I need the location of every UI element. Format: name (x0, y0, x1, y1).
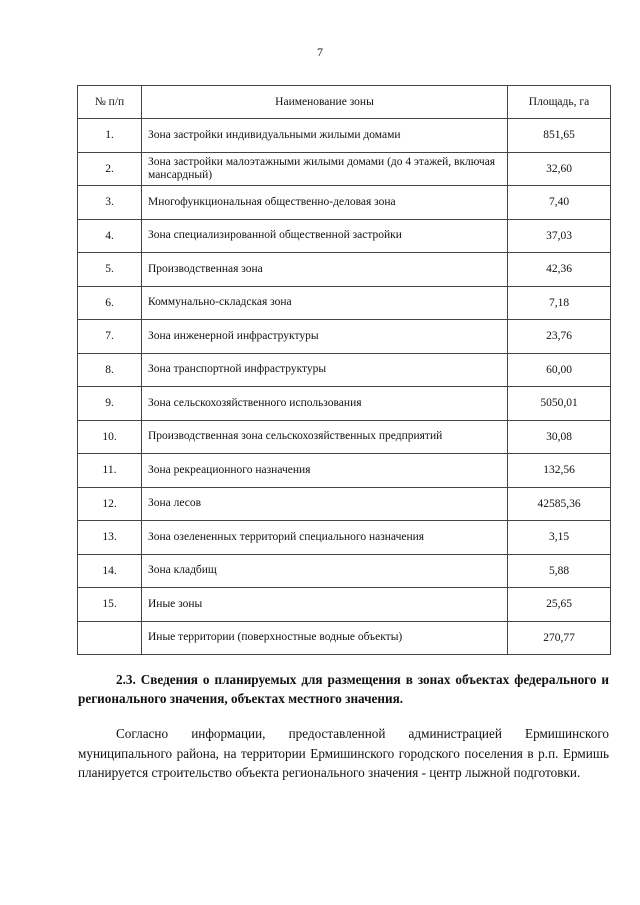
table-row (78, 253, 611, 287)
row-area: 42585,36 (508, 487, 611, 521)
header-area: Площадь, га (508, 86, 611, 119)
table-row (78, 119, 611, 153)
row-zone-name: Зона специализированной общественной застройки (142, 219, 508, 253)
row-area: 32,60 (508, 152, 611, 186)
row-area: 132,56 (508, 454, 611, 488)
table-row (78, 152, 611, 186)
table-row (78, 487, 611, 521)
row-number: 3. (78, 186, 142, 220)
row-number: 1. (78, 119, 142, 153)
row-area: 5050,01 (508, 387, 611, 421)
row-zone-name: Зона транспортной инфраструктуры (142, 353, 508, 387)
table-row (78, 286, 611, 320)
row-number: 9. (78, 387, 142, 421)
row-zone-name: Иные территории (поверхностные водные объекты) (142, 621, 508, 655)
row-number: 15. (78, 588, 142, 622)
row-number (78, 621, 142, 655)
zones-table (77, 85, 611, 655)
row-number: 2. (78, 152, 142, 186)
row-zone-name: Производственная зона сельскохозяйственных предприятий (142, 420, 508, 454)
table-row (78, 521, 611, 555)
row-zone-name: Зона лесов (142, 487, 508, 521)
row-number: 8. (78, 353, 142, 387)
row-zone-name: Многофункциональная общественно-деловая зона (142, 186, 508, 220)
row-number: 12. (78, 487, 142, 521)
row-zone-name: Коммунально-складская зона (142, 286, 508, 320)
row-number: 4. (78, 219, 142, 253)
row-number: 5. (78, 253, 142, 287)
row-zone-name: Зона сельскохозяйственного использования (142, 387, 508, 421)
row-zone-name: Зона озелененных территорий специального назначения (142, 521, 508, 555)
row-area: 42,36 (508, 253, 611, 287)
row-area: 270,77 (508, 621, 611, 655)
table-row (78, 420, 611, 454)
row-zone-name: Зона застройки малоэтажными жилыми домами (до 4 этажей, включая мансардный) (142, 152, 508, 186)
table-row (78, 588, 611, 622)
row-zone-name: Зона инженерной инфраструктуры (142, 320, 508, 354)
table-row (78, 387, 611, 421)
row-zone-name: Производственная зона (142, 253, 508, 287)
row-area: 23,76 (508, 320, 611, 354)
row-area: 37,03 (508, 219, 611, 253)
row-area: 3,15 (508, 521, 611, 555)
table-row (78, 186, 611, 220)
row-area: 851,65 (508, 119, 611, 153)
row-area: 60,00 (508, 353, 611, 387)
row-zone-name: Зона застройки индивидуальными жилыми домами (142, 119, 508, 153)
table-row (78, 621, 611, 655)
row-zone-name: Иные зоны (142, 588, 508, 622)
row-number: 10. (78, 420, 142, 454)
row-area: 7,18 (508, 286, 611, 320)
row-number: 7. (78, 320, 142, 354)
row-area: 25,65 (508, 588, 611, 622)
table-row (78, 353, 611, 387)
table-row (78, 320, 611, 354)
body-paragraph: Согласно информации, предоставленной администрацией Ермишинского муниципального района, на территории Ермишинского городского поселения в р.п. Ермишь планируется строительство объекта регионального значения - центр лыжной подготовки. (78, 726, 609, 780)
row-number: 14. (78, 554, 142, 588)
row-number: 6. (78, 286, 142, 320)
row-area: 7,40 (508, 186, 611, 220)
header-zone-name: Наименование зоны (142, 86, 508, 119)
table-row (78, 219, 611, 253)
page-number: 7 (317, 45, 323, 59)
row-zone-name: Зона кладбищ (142, 554, 508, 588)
row-number: 11. (78, 454, 142, 488)
row-area: 5,88 (508, 554, 611, 588)
table-row (78, 554, 611, 588)
row-number: 13. (78, 521, 142, 555)
table-header-row (78, 86, 611, 119)
header-number: № п/п (78, 86, 142, 119)
row-area: 30,08 (508, 420, 611, 454)
section-heading: 2.3. Сведения о планируемых для размещения в зонах объектах федерального и регионального значения, объектах местного значения. (78, 672, 609, 706)
row-zone-name: Зона рекреационного назначения (142, 454, 508, 488)
table-row (78, 454, 611, 488)
